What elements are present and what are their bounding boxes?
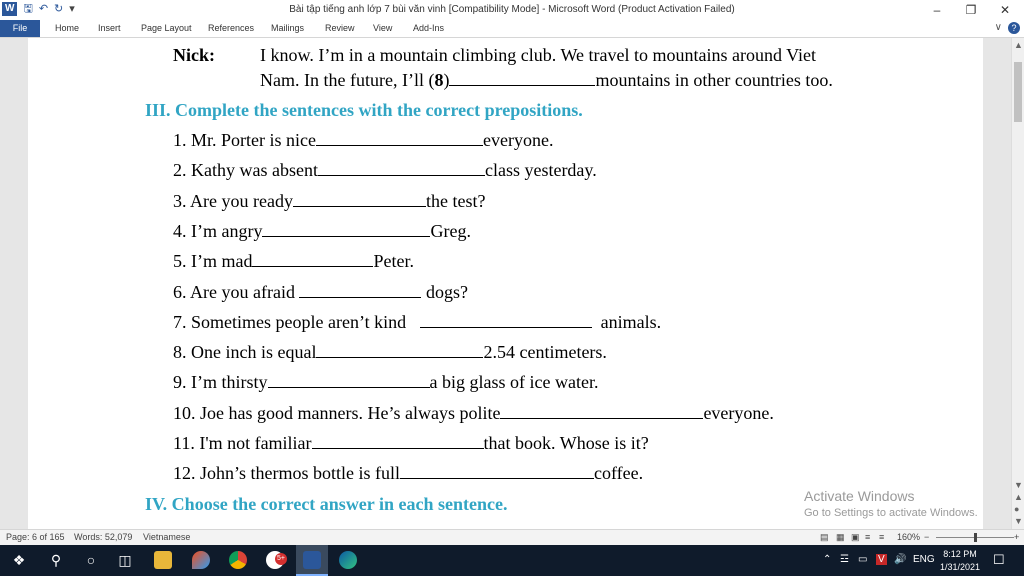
answer-blank[interactable] bbox=[316, 343, 483, 358]
window-title: Bài tập tiếng anh lớp 7 bùi văn vinh [Compatibility Mode] - Microsoft Word (Product Activation Failed) bbox=[289, 4, 735, 15]
activation-watermark-title: Activate Windows bbox=[804, 488, 915, 504]
title-bar bbox=[0, 0, 1024, 20]
zoom-out-icon[interactable]: − bbox=[924, 532, 930, 542]
word-icon bbox=[303, 551, 321, 569]
clock-time[interactable]: 8:12 PM bbox=[943, 549, 977, 559]
sentence-4: 4. I’m angry Greg. bbox=[173, 221, 471, 241]
tab-view[interactable]: View bbox=[373, 23, 393, 33]
draft-icon[interactable]: ≡ bbox=[879, 532, 885, 542]
antivirus-icon[interactable]: V bbox=[878, 554, 885, 565]
document-area bbox=[0, 38, 1011, 529]
answer-blank[interactable] bbox=[299, 283, 421, 298]
ribbon-collapse-icon[interactable]: ∨ bbox=[994, 22, 1002, 33]
answer-blank[interactable] bbox=[400, 464, 594, 479]
undo-icon[interactable]: ↶ bbox=[38, 3, 49, 15]
zalo-badge: 5+ bbox=[275, 553, 287, 565]
sentence-10: 10. Joe has good manners. He’s always polite everyone. bbox=[173, 403, 774, 423]
section-heading-iv: IV. Choose the correct answer in each sentence. bbox=[145, 494, 508, 514]
tab-insert[interactable]: Insert bbox=[98, 23, 121, 33]
word-app-icon: W bbox=[2, 2, 17, 16]
document-page[interactable] bbox=[28, 38, 983, 529]
word-taskbar-button[interactable] bbox=[296, 545, 328, 576]
restore-icon[interactable]: ❐ bbox=[965, 3, 977, 17]
vertical-scrollbar[interactable] bbox=[1011, 38, 1024, 529]
zoom-level[interactable]: 160% bbox=[897, 532, 921, 542]
tab-mailings[interactable]: Mailings bbox=[271, 23, 305, 33]
save-icon[interactable]: 🖫 bbox=[23, 3, 33, 15]
page-indicator[interactable]: Page: 6 of 165 bbox=[6, 532, 65, 542]
tab-home[interactable]: Home bbox=[55, 23, 80, 33]
full-screen-reading-icon[interactable]: ▦ bbox=[836, 532, 845, 542]
sentence-11: 11. I'm not familiar that book. Whose is it? bbox=[173, 433, 649, 453]
answer-blank[interactable] bbox=[318, 161, 485, 176]
clock-date[interactable]: 1/31/2021 bbox=[940, 562, 981, 572]
tray-overflow-icon[interactable]: ⌃ bbox=[823, 554, 832, 565]
answer-blank[interactable] bbox=[268, 373, 430, 388]
previous-page-icon[interactable]: ▲ bbox=[1014, 492, 1023, 502]
sentence-5: 5. I’m mad Peter. bbox=[173, 251, 414, 271]
chrome-icon[interactable] bbox=[229, 551, 247, 569]
language-indicator[interactable]: Vietnamese bbox=[143, 532, 191, 542]
dialogue-line-2: Nam. In the future, I’ll (8) mountains in other countries too. bbox=[260, 70, 833, 90]
answer-blank[interactable] bbox=[500, 404, 703, 419]
edge-icon[interactable] bbox=[339, 551, 357, 569]
sentence-12: 12. John’s thermos bottle is full coffee. bbox=[173, 463, 644, 483]
tab-add-ins[interactable]: Add-Ins bbox=[413, 23, 445, 33]
close-icon[interactable]: ✕ bbox=[999, 3, 1011, 17]
notification-icon[interactable]: ☐ bbox=[993, 552, 1005, 567]
word-count[interactable]: Words: 52,079 bbox=[74, 532, 133, 542]
sentence-8: 8. One inch is equal 2.54 centimeters. bbox=[173, 342, 607, 362]
browse-object-icon[interactable]: ● bbox=[1014, 504, 1020, 514]
dialogue-line-1: I know. I’m in a mountain climbing club. We travel to mountains around Viet bbox=[260, 45, 817, 65]
customize-icon[interactable]: ▾ bbox=[69, 3, 75, 15]
tab-page-layout[interactable]: Page Layout bbox=[141, 23, 192, 33]
scroll-up-icon[interactable]: ▲ bbox=[1014, 40, 1023, 50]
scroll-down-icon[interactable]: ▼ bbox=[1014, 480, 1023, 490]
network-icon[interactable]: ☲ bbox=[840, 554, 849, 565]
web-layout-icon[interactable]: ▣ bbox=[851, 532, 860, 542]
redo-icon[interactable]: ↻ bbox=[54, 3, 64, 15]
next-page-icon[interactable]: ▼ bbox=[1014, 516, 1023, 526]
sentence-9: 9. I’m thirsty a big glass of ice water. bbox=[173, 372, 599, 392]
sentence-2: 2. Kathy was absent class yesterday. bbox=[173, 160, 597, 180]
sentence-6: 6. Are you afraid dogs? bbox=[173, 282, 468, 302]
paint-icon[interactable] bbox=[192, 551, 210, 569]
activation-watermark-subtitle: Go to Settings to activate Windows. bbox=[804, 507, 978, 519]
answer-blank[interactable] bbox=[293, 192, 426, 207]
scroll-thumb[interactable] bbox=[1014, 62, 1022, 122]
tab-review[interactable]: Review bbox=[325, 23, 355, 33]
task-view-icon[interactable]: ◫ bbox=[118, 552, 132, 568]
outline-icon[interactable]: ≡ bbox=[865, 532, 871, 542]
windows-taskbar bbox=[0, 545, 1024, 576]
sentence-3: 3. Are you ready the test? bbox=[173, 191, 486, 211]
answer-blank[interactable] bbox=[262, 222, 430, 237]
sentence-1: 1. Mr. Porter is nice everyone. bbox=[173, 130, 554, 150]
answer-blank[interactable] bbox=[420, 313, 592, 328]
answer-blank[interactable] bbox=[449, 71, 595, 86]
battery-icon[interactable]: ▭ bbox=[858, 554, 868, 565]
zoom-in-icon[interactable]: + bbox=[1014, 532, 1020, 542]
ribbon-tabs bbox=[0, 20, 1024, 38]
search-icon[interactable]: ⚲ bbox=[50, 552, 62, 568]
volume-icon[interactable]: 🔊 bbox=[894, 554, 907, 565]
input-language[interactable]: ENG bbox=[913, 554, 935, 565]
tab-file[interactable]: File bbox=[0, 20, 40, 37]
help-icon[interactable]: ? bbox=[1008, 22, 1020, 34]
file-explorer-icon[interactable] bbox=[154, 551, 172, 569]
start-icon[interactable]: ❖ bbox=[12, 552, 26, 568]
cortana-icon[interactable]: ○ bbox=[86, 552, 96, 568]
status-bar bbox=[0, 529, 1024, 546]
answer-blank[interactable] bbox=[312, 434, 484, 449]
section-heading-iii: III. Complete the sentences with the correct prepositions. bbox=[145, 100, 583, 120]
answer-blank[interactable] bbox=[252, 252, 373, 267]
zoom-slider-knob[interactable] bbox=[974, 533, 977, 542]
print-layout-icon[interactable]: ▤ bbox=[820, 532, 829, 542]
answer-blank[interactable] bbox=[316, 131, 483, 146]
sentence-7: 7. Sometimes people aren’t kind animals. bbox=[173, 312, 662, 332]
tab-references[interactable]: References bbox=[208, 23, 255, 33]
speaker-label: Nick: bbox=[173, 45, 215, 65]
minimize-icon[interactable]: – bbox=[933, 3, 941, 17]
